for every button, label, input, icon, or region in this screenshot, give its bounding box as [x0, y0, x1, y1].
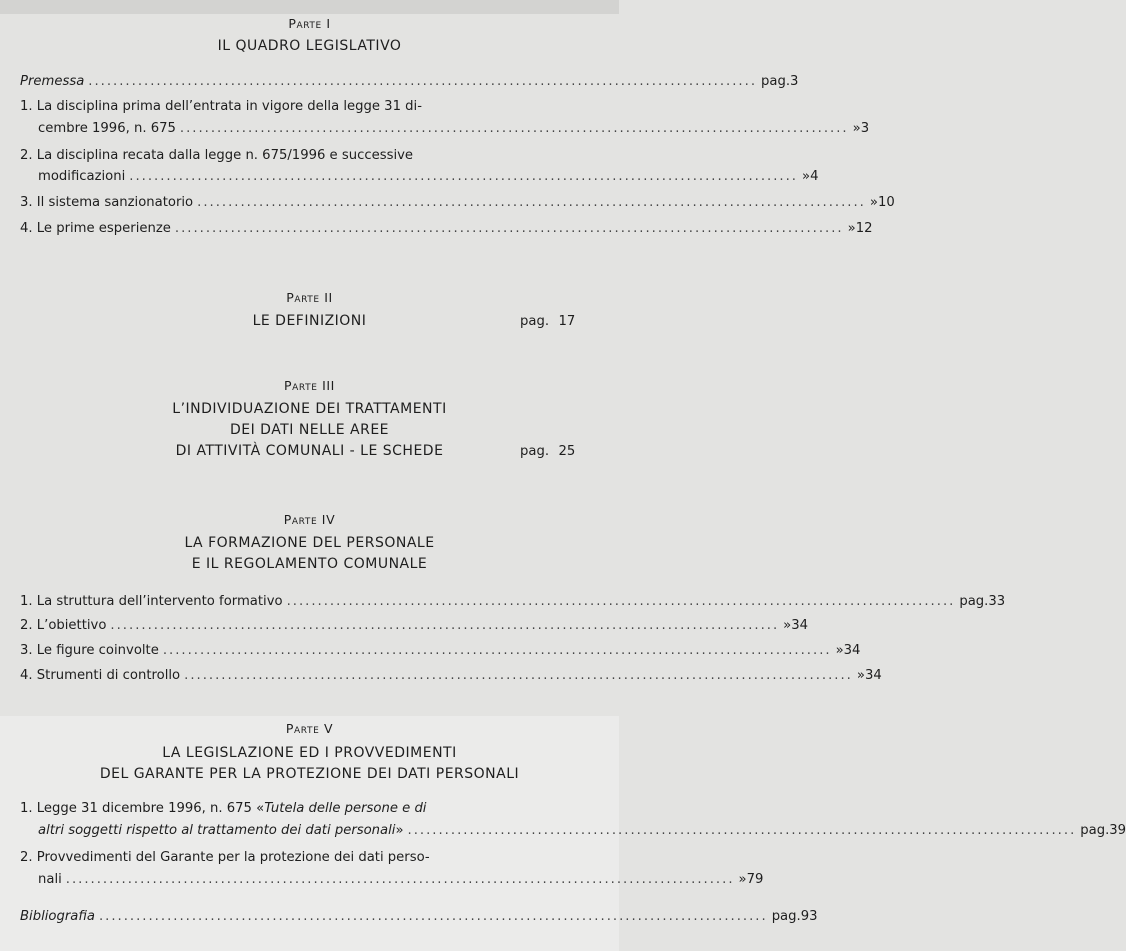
leader-dots: ............................................................................................................ [174, 221, 844, 236]
entry-label: Premessa [20, 74, 85, 89]
page-number: 33 [988, 594, 1006, 609]
page-number: 34 [864, 668, 882, 683]
page-prefix: » [852, 121, 861, 136]
page-number: 34 [843, 643, 861, 658]
page-number: 39 [1109, 823, 1126, 838]
entry-first-line-italic: Tutela delle persone e di [264, 801, 427, 816]
parte-3-title-line-2[interactable]: DEI DATI NELLE AREE [229, 422, 390, 438]
page-prefix: » [802, 169, 811, 184]
page-prefix: pag. [771, 909, 801, 924]
parte-5-title-line-2: DEL GARANTE PER LA PROTEZIONE DEI DATI PERSONALI [99, 766, 520, 782]
leader-dots: ............................................................................................................ [65, 872, 735, 887]
toc-entry-4-4[interactable] [20, 667, 882, 684]
toc-entry-4-2[interactable] [20, 617, 809, 634]
toc-entry-4-3[interactable] [20, 642, 861, 659]
entry-label: 4. Le prime esperienze [20, 221, 171, 236]
page-number: 3 [860, 121, 870, 136]
leader-dots: ............................................................................................................ [184, 668, 853, 683]
toc-entry-3[interactable] [20, 194, 895, 211]
entry-label: nali [38, 872, 62, 887]
page-prefix: pag. [520, 314, 550, 329]
leader-dots: ............................................................................................................ [286, 594, 956, 609]
leader-dots: ............................................................................................................ [179, 121, 849, 136]
page-prefix: » [869, 195, 878, 210]
parte-5-label: Parte V [285, 721, 334, 736]
leader-dots: ............................................................................................................ [110, 618, 780, 633]
entry-label: 1. La struttura dell’intervento formativo [20, 594, 283, 609]
leader-dots: ............................................................................................................ [88, 74, 758, 89]
entry-label-plain: » [395, 823, 404, 838]
page-number: 12 [855, 221, 873, 236]
page-number: 79 [746, 872, 764, 887]
parte-3-title-line-1[interactable]: L’INDIVIDUAZIONE DEI TRATTAMENTI [172, 401, 447, 417]
page-prefix: pag. [520, 444, 550, 459]
entry-label: modificazioni [38, 169, 126, 184]
entry-label-italic: altri soggetti rispetto al trattamento dei dati personali [38, 823, 396, 838]
toc-entry-4-1[interactable] [20, 593, 1006, 610]
toc-entry-5-2[interactable] [38, 871, 764, 888]
entry-label: 3. Il sistema sanzionatorio [20, 195, 194, 210]
page-number: 3 [790, 74, 799, 89]
entry-label: 3. Le figure coinvolte [20, 643, 159, 658]
page-prefix: » [738, 872, 747, 887]
parte-3-page-ref [520, 444, 575, 459]
leader-dots: ............................................................................................................ [407, 823, 1077, 838]
page-prefix: » [847, 221, 856, 236]
leader-dots: ............................................................................................................ [129, 169, 798, 184]
toc-entry-5-1[interactable] [38, 822, 1126, 839]
leader-dots: ............................................................................................................ [197, 195, 866, 210]
toc-entry-bibliografia[interactable] [20, 908, 818, 925]
parte-2-label: Parte II [286, 290, 333, 305]
page-number: 25 [558, 444, 576, 459]
page-prefix: pag. [959, 594, 989, 609]
entry-first-line: 1. La disciplina prima dell’entrata in vigore della legge 31 di- [20, 99, 422, 114]
entry-first-line: 2. La disciplina recata dalla legge n. 675/1996 e successive [20, 148, 414, 163]
parte-5-title-line-1: LA LEGISLAZIONE ED I PROVVEDIMENTI [162, 745, 457, 761]
entry-first-line [20, 800, 426, 817]
parte-2-page-ref [520, 314, 575, 329]
entry-label: 4. Strumenti di controllo [20, 668, 181, 683]
page-prefix: » [835, 643, 844, 658]
page-number: 4 [810, 169, 819, 184]
page-number: 34 [791, 618, 809, 633]
page-prefix: pag. [1080, 823, 1110, 838]
page-prefix: » [783, 618, 792, 633]
page-number: 17 [558, 314, 576, 329]
entry-label: Bibliografia [20, 909, 95, 924]
entry-label: cembre 1996, n. 675 [38, 121, 176, 136]
toc-entry-2[interactable] [38, 168, 819, 185]
parte-4-label: Parte IV [283, 512, 336, 527]
entry-label: 2. L’obiettivo [20, 618, 107, 633]
parte-2-title[interactable]: LE DEFINIZIONI [252, 313, 367, 329]
toc-entry-premessa[interactable] [20, 73, 799, 90]
page-prefix: pag. [761, 74, 791, 89]
entry-first-line: 2. Provvedimenti del Garante per la protezione dei dati perso- [20, 850, 430, 865]
leader-dots: ............................................................................................................ [162, 643, 832, 658]
toc-entry-4[interactable] [20, 220, 873, 237]
parte-4-title-line-1: LA FORMAZIONE DEL PERSONALE [184, 535, 435, 551]
page-number: 93 [800, 909, 818, 924]
entry-label [38, 822, 404, 839]
parte-4-title-line-2: E IL REGOLAMENTO COMUNALE [191, 556, 428, 572]
parte-3-label: Parte III [284, 378, 335, 393]
parte-1-label: Parte I [288, 16, 331, 31]
page-number: 10 [877, 195, 895, 210]
toc-entry-1[interactable] [38, 120, 870, 137]
top-edge-strip [0, 0, 619, 14]
parte-3-title-line-3[interactable]: DI ATTIVITÀ COMUNALI - LE SCHEDE [175, 443, 444, 459]
entry-first-line-plain: 1. Legge 31 dicembre 1996, n. 675 « [20, 801, 265, 816]
page-prefix: » [856, 668, 865, 683]
parte-1-title: IL QUADRO LEGISLATIVO [217, 38, 402, 54]
leader-dots: ............................................................................................................ [98, 909, 768, 924]
